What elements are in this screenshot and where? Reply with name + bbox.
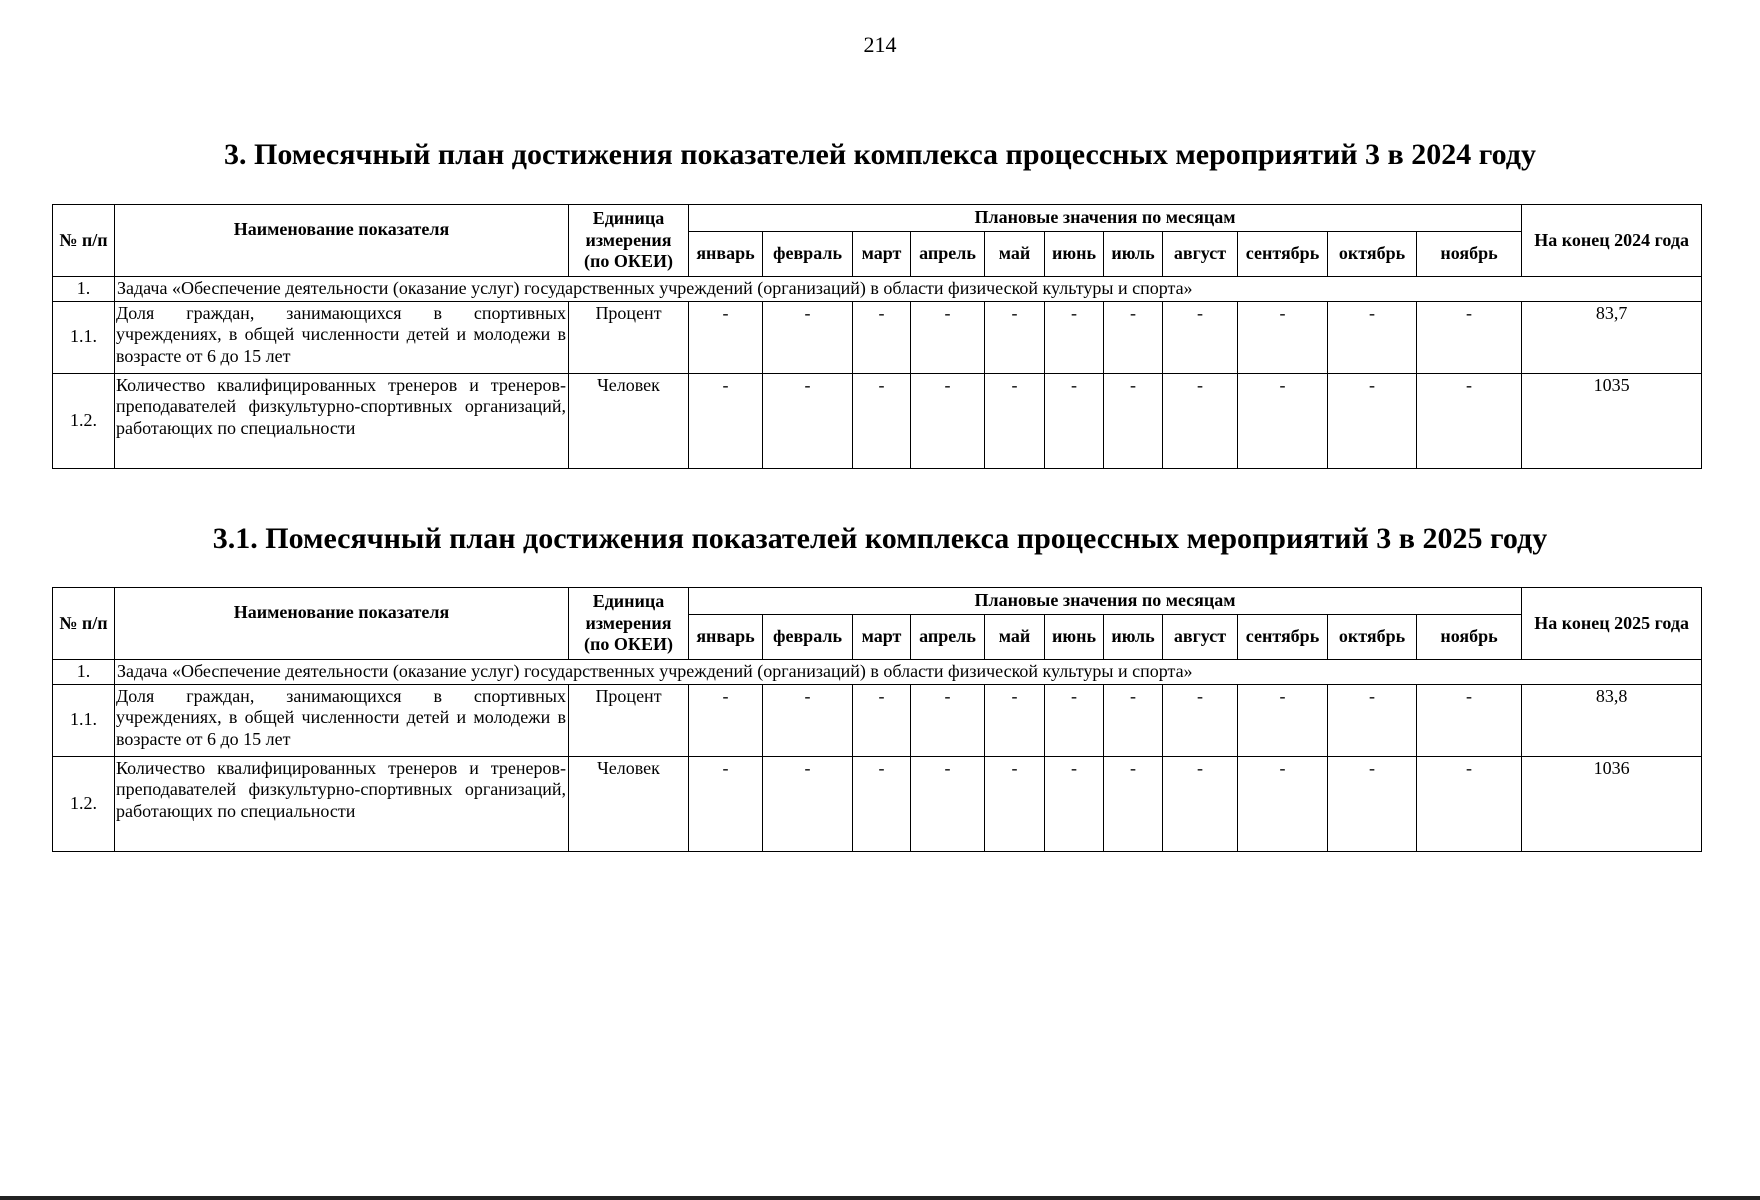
month-value: - <box>1417 756 1522 851</box>
month-value: - <box>1238 756 1328 851</box>
month-value: - <box>1328 756 1417 851</box>
month-value: - <box>1163 301 1238 373</box>
month-value: - <box>985 756 1045 851</box>
month-value: - <box>853 684 911 756</box>
month-value: - <box>911 756 985 851</box>
header-month-0: январь <box>689 232 763 277</box>
header-month-0: январь <box>689 615 763 660</box>
table-row <box>53 373 1702 468</box>
end-of-year-value: 1035 <box>1522 373 1702 468</box>
month-value: - <box>1238 684 1328 756</box>
header-month-4: май <box>985 615 1045 660</box>
month-value: - <box>985 301 1045 373</box>
month-value: - <box>1163 373 1238 468</box>
indicator-unit: Процент <box>569 301 689 373</box>
header-end-of-year: На конец 2024 года <box>1522 205 1702 277</box>
page-number: 214 <box>863 32 897 57</box>
header-month-1: февраль <box>763 232 853 277</box>
header-indicator-name: Наименование показателя <box>115 205 569 277</box>
month-value: - <box>911 301 985 373</box>
task-description: Задача «Обеспечение деятельности (оказание услуг) государственных учреждений (организаций) в области физической культуры и спорта» <box>115 660 1702 685</box>
month-value: - <box>911 684 985 756</box>
month-value: - <box>911 373 985 468</box>
task-number: 1. <box>53 277 115 302</box>
header-month-6: июль <box>1104 232 1163 277</box>
row-number: 1.2. <box>53 373 115 468</box>
header-month-7: август <box>1163 615 1238 660</box>
month-value: - <box>1328 373 1417 468</box>
indicator-name: Количество квалифицированных тренеров и тренеров-преподавателей физкультурно-спортивных организаций, работающих по специальности <box>115 756 569 851</box>
scan-edge-band <box>0 1196 1760 1200</box>
month-value: - <box>1417 684 1522 756</box>
header-month-4: май <box>985 232 1045 277</box>
month-value: - <box>1104 373 1163 468</box>
row-number: 1.1. <box>53 301 115 373</box>
month-value: - <box>1163 684 1238 756</box>
task-description: Задача «Обеспечение деятельности (оказание услуг) государственных учреждений (организаций) в области физической культуры и спорта» <box>115 277 1702 302</box>
section-title-2025: 3.1. Помесячный план достижения показателей комплекса процессных мероприятий 3 в 2025 году <box>212 522 1548 555</box>
month-value: - <box>689 373 763 468</box>
indicator-unit: Человек <box>569 756 689 851</box>
month-value: - <box>1328 301 1417 373</box>
header-month-2: март <box>853 615 911 660</box>
month-value: - <box>1238 373 1328 468</box>
end-of-year-value: 83,8 <box>1522 684 1702 756</box>
month-value: - <box>853 373 911 468</box>
header-monthly-plan: Плановые значения по месяцам <box>689 205 1522 232</box>
month-value: - <box>985 373 1045 468</box>
month-value: - <box>1045 756 1104 851</box>
section-title-2024: 3. Помесячный план достижения показателей комплекса процессных мероприятий 3 в 2024 году <box>224 138 1536 171</box>
table-row <box>53 756 1702 851</box>
header-unit: Единица измерения (по ОКЕИ) <box>569 205 689 277</box>
table-row <box>53 301 1702 373</box>
indicator-name: Количество квалифицированных тренеров и тренеров-преподавателей физкультурно-спортивных организаций, работающих по специальности <box>115 373 569 468</box>
month-value: - <box>1417 373 1522 468</box>
month-value: - <box>763 373 853 468</box>
table-row <box>53 684 1702 756</box>
end-of-year-value: 1036 <box>1522 756 1702 851</box>
indicator-name: Доля граждан, занимающихся в спортивных учреждениях, в общей численности детей и молодежи в возрасте от 6 до 15 лет <box>115 301 569 373</box>
month-value: - <box>1045 373 1104 468</box>
month-value: - <box>689 301 763 373</box>
header-monthly-plan: Плановые значения по месяцам <box>689 588 1522 615</box>
month-value: - <box>763 756 853 851</box>
header-month-5: июнь <box>1045 615 1104 660</box>
month-value: - <box>689 684 763 756</box>
header-month-8: сентябрь <box>1238 615 1328 660</box>
plan-table-2024 <box>52 204 1702 469</box>
plan-table-2025 <box>52 587 1702 852</box>
month-value: - <box>1104 684 1163 756</box>
header-month-5: июнь <box>1045 232 1104 277</box>
month-value: - <box>853 301 911 373</box>
header-month-3: апрель <box>911 232 985 277</box>
month-value: - <box>1104 756 1163 851</box>
month-value: - <box>763 301 853 373</box>
month-value: - <box>763 684 853 756</box>
month-value: - <box>1417 301 1522 373</box>
row-number: 1.2. <box>53 756 115 851</box>
month-value: - <box>985 684 1045 756</box>
header-month-6: июль <box>1104 615 1163 660</box>
end-of-year-value: 83,7 <box>1522 301 1702 373</box>
task-number: 1. <box>53 660 115 685</box>
month-value: - <box>689 756 763 851</box>
header-end-of-year: На конец 2025 года <box>1522 588 1702 660</box>
indicator-unit: Процент <box>569 684 689 756</box>
month-value: - <box>1238 301 1328 373</box>
month-value: - <box>853 756 911 851</box>
header-month-9: октябрь <box>1328 232 1417 277</box>
header-month-2: март <box>853 232 911 277</box>
month-value: - <box>1045 684 1104 756</box>
header-month-10: ноябрь <box>1417 232 1522 277</box>
header-month-1: февраль <box>763 615 853 660</box>
row-number: 1.1. <box>53 684 115 756</box>
month-value: - <box>1045 301 1104 373</box>
header-month-7: август <box>1163 232 1238 277</box>
header-unit: Единица измерения (по ОКЕИ) <box>569 588 689 660</box>
month-value: - <box>1163 756 1238 851</box>
month-value: - <box>1328 684 1417 756</box>
header-month-9: октябрь <box>1328 615 1417 660</box>
header-indicator-name: Наименование показателя <box>115 588 569 660</box>
header-month-3: апрель <box>911 615 985 660</box>
header-no: № п/п <box>53 205 115 277</box>
header-no: № п/п <box>53 588 115 660</box>
indicator-name: Доля граждан, занимающихся в спортивных учреждениях, в общей численности детей и молодежи в возрасте от 6 до 15 лет <box>115 684 569 756</box>
header-month-10: ноябрь <box>1417 615 1522 660</box>
month-value: - <box>1104 301 1163 373</box>
header-month-8: сентябрь <box>1238 232 1328 277</box>
indicator-unit: Человек <box>569 373 689 468</box>
